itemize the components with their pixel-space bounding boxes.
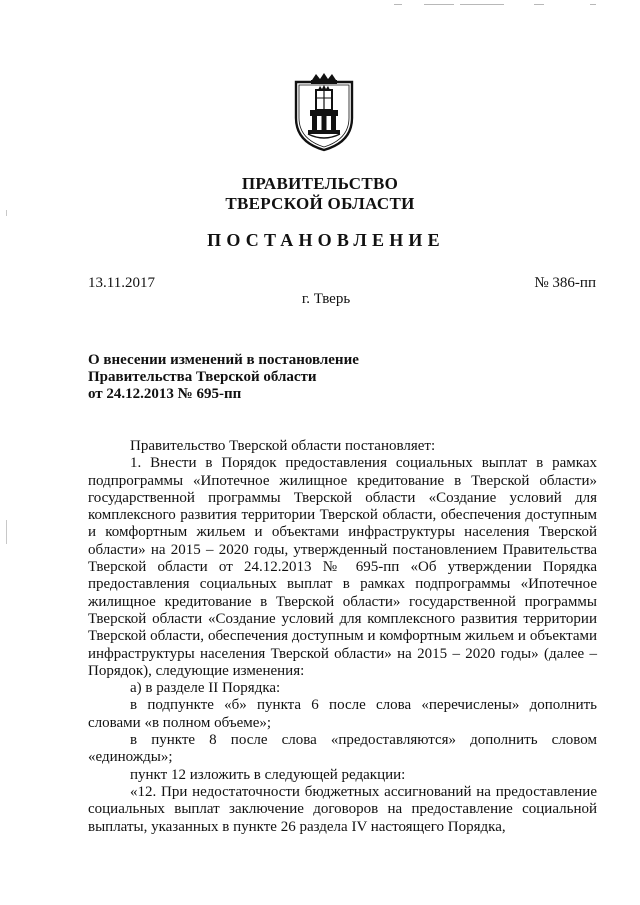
- body-paragraph: в пункте 8 после слова «предоставляются» дополнить словом «единожды»;: [88, 732, 597, 766]
- coat-of-arms-icon: [292, 72, 356, 152]
- body-paragraph: «12. При недостаточности бюджетных ассигнований на предоставление социальных выплат заключение договоров на предоставление социальной выплаты, указанных в пункте 26 раздела IV настоящего Порядка,: [88, 783, 597, 835]
- document-type: ПОСТАНОВЛЕНИЕ: [207, 230, 445, 250]
- org-name-line2: ТВЕРСКОЙ ОБЛАСТИ: [225, 194, 415, 213]
- title-line: от 24.12.2013 № 695-пп: [88, 386, 242, 402]
- title-line: Правительства Тверской области: [88, 369, 317, 385]
- scan-artifact: [394, 4, 402, 5]
- title-line: О внесении изменений в постановление: [88, 352, 359, 368]
- document-city: г. Тверь: [301, 291, 351, 307]
- scan-artifact: [460, 4, 504, 5]
- document-body: [88, 438, 597, 836]
- body-paragraph: 1. Внести в Порядок предоставления социальных выплат в рамках подпрограммы «Ипотечное жилищное кредитование в Тверской области» государственной программы Тверской области «Создание условий для комплексного развития территории Тверской области, обеспечения доступным и комфортным жильем и объектами инфраструктуры населения Тверской области» на 2015 – 2020 годы, утвержденный постановлением Правительства Тверской области от 24.12.2013 № 695-пп «Об утверждении Порядка предоставления социальных выплат в рамках подпрограммы «Ипотечное жилищное кредитование в Тверской области» государственной программы Тверской области «Создание условий для комплексного развития территории Тверской области, обеспечения доступным и комфортным жильем и объектами инфраструктуры населения Тверской области» на 2015 – 2020 годы» (далее – Порядок), следующие изменения:: [88, 455, 597, 679]
- scan-artifact: [6, 520, 7, 544]
- intro-paragraph: Правительство Тверской области постановляет:: [130, 438, 436, 454]
- scan-artifact: [590, 4, 596, 5]
- document-title: [88, 352, 408, 403]
- body-paragraph: в подпункте «б» пункта 6 после слова «перечислены» дополнить словами «в полном объеме»;: [88, 697, 597, 731]
- scan-artifact: [534, 4, 544, 5]
- document-date: 13.11.2017: [88, 275, 155, 291]
- scan-artifact: [424, 4, 454, 5]
- org-name-line1: ПРАВИТЕЛЬСТВО: [241, 174, 399, 193]
- document-number: № 386-пп: [534, 275, 596, 291]
- body-paragraph: пункт 12 изложить в следующей редакции:: [130, 766, 406, 783]
- body-paragraph: а) в разделе II Порядка:: [130, 680, 281, 697]
